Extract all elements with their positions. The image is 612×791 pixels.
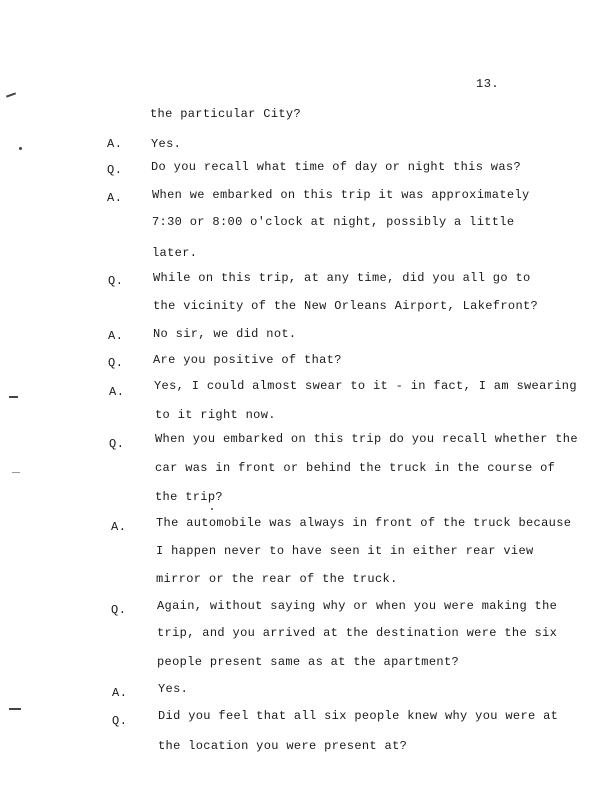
- transcript-line: the vicinity of the New Orleans Airport, Lakefront?: [153, 299, 539, 313]
- page-number: 13.: [476, 77, 500, 91]
- transcript-line: Yes, I could almost swear to it - in fact, I am swearing: [154, 379, 577, 393]
- speaker-label: A.: [107, 137, 123, 151]
- transcript-line: Yes.: [158, 682, 189, 696]
- transcript-line: 7:30 or 8:00 o'clock at night, possibly a little: [152, 215, 515, 229]
- scan-artifact-dot: [19, 147, 22, 150]
- transcript-line: later.: [152, 246, 198, 260]
- transcript-line: people present same as at the apartment?: [157, 655, 460, 669]
- transcript-line: Are you positive of that?: [153, 353, 342, 367]
- transcript-line: When you embarked on this trip do you recall whether the: [155, 432, 578, 446]
- transcript-line: car was in front or behind the truck in the course of: [155, 461, 556, 475]
- transcript-line: mirror or the rear of the truck.: [156, 572, 398, 586]
- transcript-line: I happen never to have seen it in either rear view: [156, 544, 534, 558]
- speaker-label: A.: [112, 686, 128, 700]
- transcript-line: While on this trip, at any time, did you all go to: [153, 271, 531, 285]
- scan-artifact-dash: [9, 396, 18, 398]
- scan-artifact-mark: [6, 92, 16, 97]
- transcript-line: the particular City?: [150, 107, 302, 121]
- speaker-label: Q.: [111, 603, 127, 617]
- transcript-line: When we embarked on this trip it was approximately: [152, 188, 530, 202]
- speaker-label: Q.: [108, 274, 124, 288]
- speaker-label: Q.: [112, 714, 128, 728]
- scan-artifact-dash: [9, 708, 21, 710]
- transcript-line: No sir, we did not.: [153, 327, 297, 341]
- scan-artifact-dot: [211, 508, 213, 510]
- scan-artifact-dash: [12, 472, 20, 473]
- transcript-line: trip, and you arrived at the destination were the six: [157, 626, 558, 640]
- speaker-label: A.: [109, 385, 125, 399]
- transcript-line: to it right now.: [155, 408, 276, 422]
- speaker-label: A.: [111, 520, 127, 534]
- speaker-label: A.: [108, 329, 124, 343]
- transcript-line: the location you were present at?: [158, 739, 408, 753]
- speaker-label: Q.: [108, 356, 124, 370]
- transcript-line: Do you recall what time of day or night this was?: [151, 160, 522, 174]
- transcript-line: Yes.: [151, 137, 182, 151]
- speaker-label: Q.: [109, 437, 125, 451]
- speaker-label: Q.: [107, 163, 123, 177]
- transcript-line: Again, without saying why or when you were making the: [157, 599, 558, 613]
- transcript-line: The automobile was always in front of the truck because: [156, 516, 572, 530]
- transcript-line: the trip?: [155, 490, 223, 504]
- speaker-label: A.: [107, 191, 123, 205]
- transcript-line: Did you feel that all six people knew why you were at: [158, 709, 559, 723]
